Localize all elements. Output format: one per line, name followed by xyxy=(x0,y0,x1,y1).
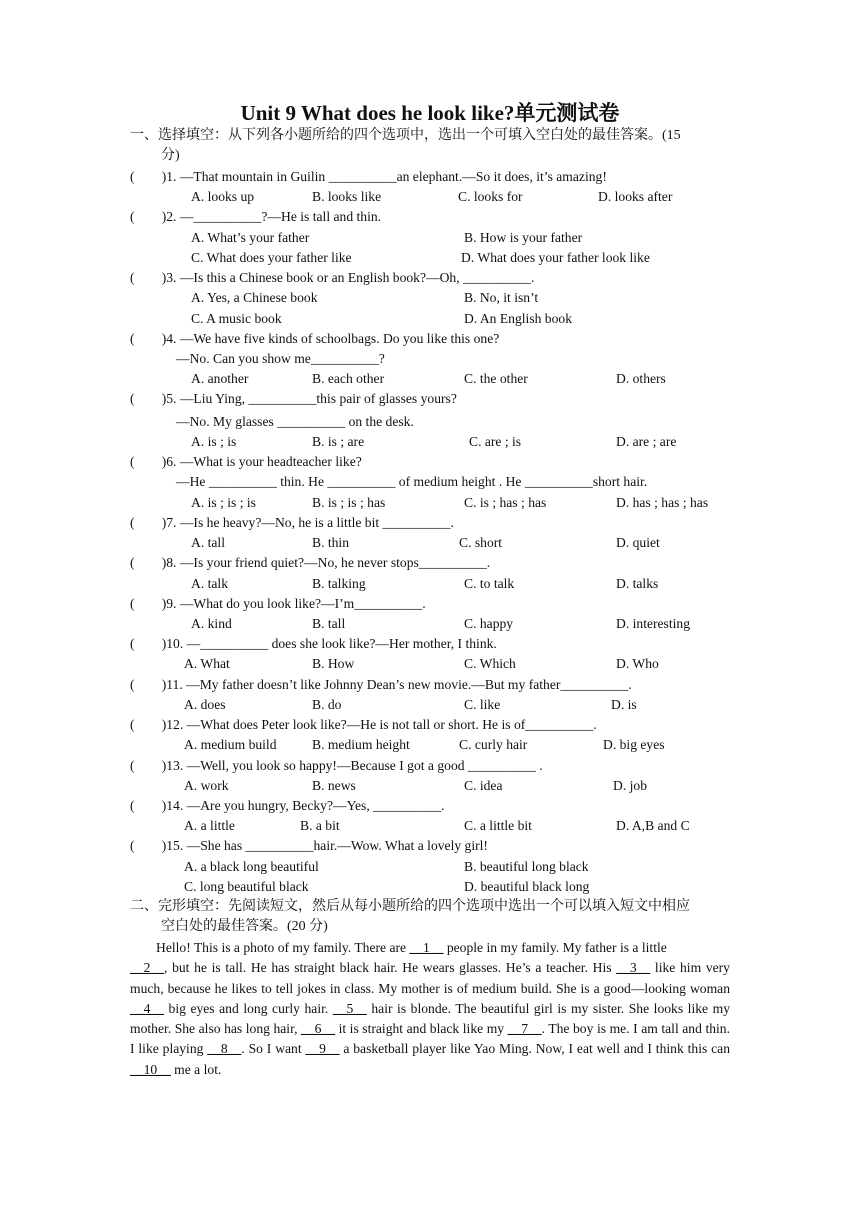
section1-heading: 一、选择填空：从下列各小题所给的四个选项中，选出一个可填入空白处的最佳答案。(15 xyxy=(130,128,681,143)
q8-option-b: B. talking xyxy=(312,576,366,591)
question-9: ( )9. —What do you look like?—I’m__________. xyxy=(130,596,426,611)
blank-5: __5__ xyxy=(332,1000,367,1016)
question-10: ( )10. —__________ does she look like?—Her mother, I think. xyxy=(130,636,497,651)
q4-option-c: C. the other xyxy=(464,371,528,386)
q15-option-d: D. beautiful black long xyxy=(464,879,590,894)
section2-heading: 二、完形填空：先阅读短文，然后从每小题所给的四个选项中选出一个可以填入短文中相应 xyxy=(130,899,690,914)
passage-text: Hello! This is a photo of my family. There are xyxy=(156,940,410,955)
question-4-reply: —No. Can you show me__________? xyxy=(176,351,385,366)
q3-option-b: B. No, it isn’t xyxy=(464,290,539,305)
q3-option-a: A. Yes, a Chinese book xyxy=(191,290,318,305)
q6-option-a: A. is ; is ; is xyxy=(191,495,256,510)
q2-option-c: C. What does your father like xyxy=(191,250,352,265)
q1-option-c: C. looks for xyxy=(458,189,523,204)
question-3: ( )3. —Is this a Chinese book or an English book?—Oh, __________. xyxy=(130,270,535,285)
q12-option-b: B. medium height xyxy=(312,737,410,752)
q10-option-c: C. Which xyxy=(464,656,516,671)
q6-option-d: D. has ; has ; has xyxy=(616,495,709,510)
question-15: ( )15. —She has __________hair.—Wow. What a lovely girl! xyxy=(130,838,488,853)
q12-option-c: C. curly hair xyxy=(459,737,528,752)
q8-option-d: D. talks xyxy=(616,576,659,591)
passage-text: me a lot. xyxy=(170,1061,222,1077)
passage-text: . So I want xyxy=(241,1041,306,1057)
q6-option-c: C. is ; has ; has xyxy=(464,495,547,510)
cloze-passage xyxy=(130,938,730,1080)
q1-option-a: A. looks up xyxy=(191,189,255,204)
q13-option-a: A. work xyxy=(184,778,229,793)
q15-option-c: C. long beautiful black xyxy=(184,879,309,894)
q6-option-b: B. is ; is ; has xyxy=(312,495,386,510)
q5-option-a: A. is ; is xyxy=(191,434,237,449)
q4-option-a: A. another xyxy=(191,371,249,386)
question-7: ( )7. —Is he heavy?—No, he is a little bit __________. xyxy=(130,515,454,530)
blank-6: __6__ xyxy=(301,1021,336,1037)
blank-2: __2__ xyxy=(130,960,164,976)
passage-text: a basketball player like Yao Ming. Now, I eat well and I think this can xyxy=(339,1041,731,1057)
q4-option-b: B. each other xyxy=(312,371,385,386)
q13-option-d: D. job xyxy=(613,778,647,793)
question-5: ( )5. —Liu Ying, __________this pair of glasses yours? xyxy=(130,391,457,406)
q2-option-a: A. What’s your father xyxy=(191,230,310,245)
section1-heading-cont: 分) xyxy=(161,148,180,163)
q5-option-d: D. are ; are xyxy=(616,434,677,449)
q13-option-c: C. idea xyxy=(464,778,503,793)
q14-option-b: B. a bit xyxy=(300,818,340,833)
q14-option-a: A. a little xyxy=(184,818,235,833)
question-12: ( )12. —What does Peter look like?—He is not tall or short. He is of__________. xyxy=(130,717,597,732)
passage-text: it is straight and black like my xyxy=(335,1021,508,1037)
q14-option-c: C. a little bit xyxy=(464,818,532,833)
question-13: ( )13. —Well, you look so happy!—Because I got a good __________ . xyxy=(130,758,543,773)
section2-heading-cont: 空白处的最佳答案。(20 分) xyxy=(161,919,328,934)
q12-option-a: A. medium build xyxy=(184,737,277,752)
passage-text: , but he is tall. He has straight black hair. He wears glasses. He’s a teacher. His xyxy=(163,960,617,976)
question-2: ( )2. —__________?—He is tall and thin. xyxy=(130,209,382,224)
q11-option-a: A. does xyxy=(184,697,226,712)
blank-9: __9__ xyxy=(305,1041,340,1057)
question-6-reply: —He __________ thin. He __________ of medium height . He __________short hair. xyxy=(176,474,648,489)
blank-7: __7__ xyxy=(507,1021,542,1037)
question-6: ( )6. —What is your headteacher like? xyxy=(130,454,362,469)
q11-option-c: C. like xyxy=(464,697,501,712)
passage-text: . The boy is me. I am tall and thin. I like playing xyxy=(130,1021,731,1057)
q9-option-b: B. tall xyxy=(312,616,346,631)
q7-option-c: C. short xyxy=(459,535,503,550)
q2-option-b: B. How is your father xyxy=(464,230,583,245)
question-11: ( )11. —My father doesn’t like Johnny Dean’s new movie.—But my father__________. xyxy=(130,677,632,692)
q15-option-a: A. a black long beautiful xyxy=(184,859,319,874)
passage-text: big eyes and long curly hair. xyxy=(163,1000,333,1016)
q9-option-a: A. kind xyxy=(191,616,232,631)
blank-3: __3__ xyxy=(616,960,651,976)
blank-8: __8__ xyxy=(207,1041,242,1057)
blank-10: __10__ xyxy=(130,1061,171,1077)
q10-option-a: A. What xyxy=(184,656,230,671)
q12-option-d: D. big eyes xyxy=(603,737,665,752)
q7-option-a: A. tall xyxy=(191,535,225,550)
q8-option-a: A. talk xyxy=(191,576,228,591)
q9-option-c: C. happy xyxy=(464,616,514,631)
blank-1: __1__ xyxy=(409,940,444,955)
question-1: ( )1. —That mountain in Guilin __________an elephant.—So it does, it’s amazing! xyxy=(130,169,607,184)
q5-option-c: C. are ; is xyxy=(469,434,522,449)
q13-option-b: B. news xyxy=(312,778,356,793)
q11-option-b: B. do xyxy=(312,697,342,712)
q7-option-b: B. thin xyxy=(312,535,350,550)
q10-option-d: D. Who xyxy=(616,656,659,671)
q2-option-d: D. What does your father look like xyxy=(461,250,650,265)
blank-4: __4__ xyxy=(130,1000,164,1016)
q7-option-d: D. quiet xyxy=(616,535,660,550)
question-14: ( )14. —Are you hungry, Becky?—Yes, __________. xyxy=(130,798,445,813)
question-4: ( )4. —We have five kinds of schoolbags. Do you like this one? xyxy=(130,331,500,346)
q3-option-d: D. An English book xyxy=(464,311,572,326)
q5-option-b: B. is ; are xyxy=(312,434,365,449)
question-5-reply: —No. My glasses __________ on the desk. xyxy=(176,414,414,429)
question-8: ( )8. —Is your friend quiet?—No, he never stops__________. xyxy=(130,555,491,570)
q1-option-d: D. looks after xyxy=(598,189,673,204)
q14-option-d: D. A,B and C xyxy=(616,818,690,833)
q4-option-d: D. others xyxy=(616,371,666,386)
page-title: Unit 9 What does he look like?单元测试卷 xyxy=(240,101,620,125)
q10-option-b: B. How xyxy=(312,656,355,671)
q15-option-b: B. beautiful long black xyxy=(464,859,589,874)
q1-option-b: B. looks like xyxy=(312,189,382,204)
q11-option-d: D. is xyxy=(611,697,637,712)
passage-text: people in my family. My father is a little xyxy=(443,940,667,955)
q8-option-c: C. to talk xyxy=(464,576,515,591)
passage-text: hair is blonde. The beautiful girl is my sister. She looks like my mother. She also has long hair, xyxy=(130,1000,730,1037)
q9-option-d: D. interesting xyxy=(616,616,690,631)
q3-option-c: C. A music book xyxy=(191,311,282,326)
passage-text: like him very much, because he likes to tell jokes in class. My mother is of medium build. She is a good—looking woman xyxy=(130,960,730,996)
